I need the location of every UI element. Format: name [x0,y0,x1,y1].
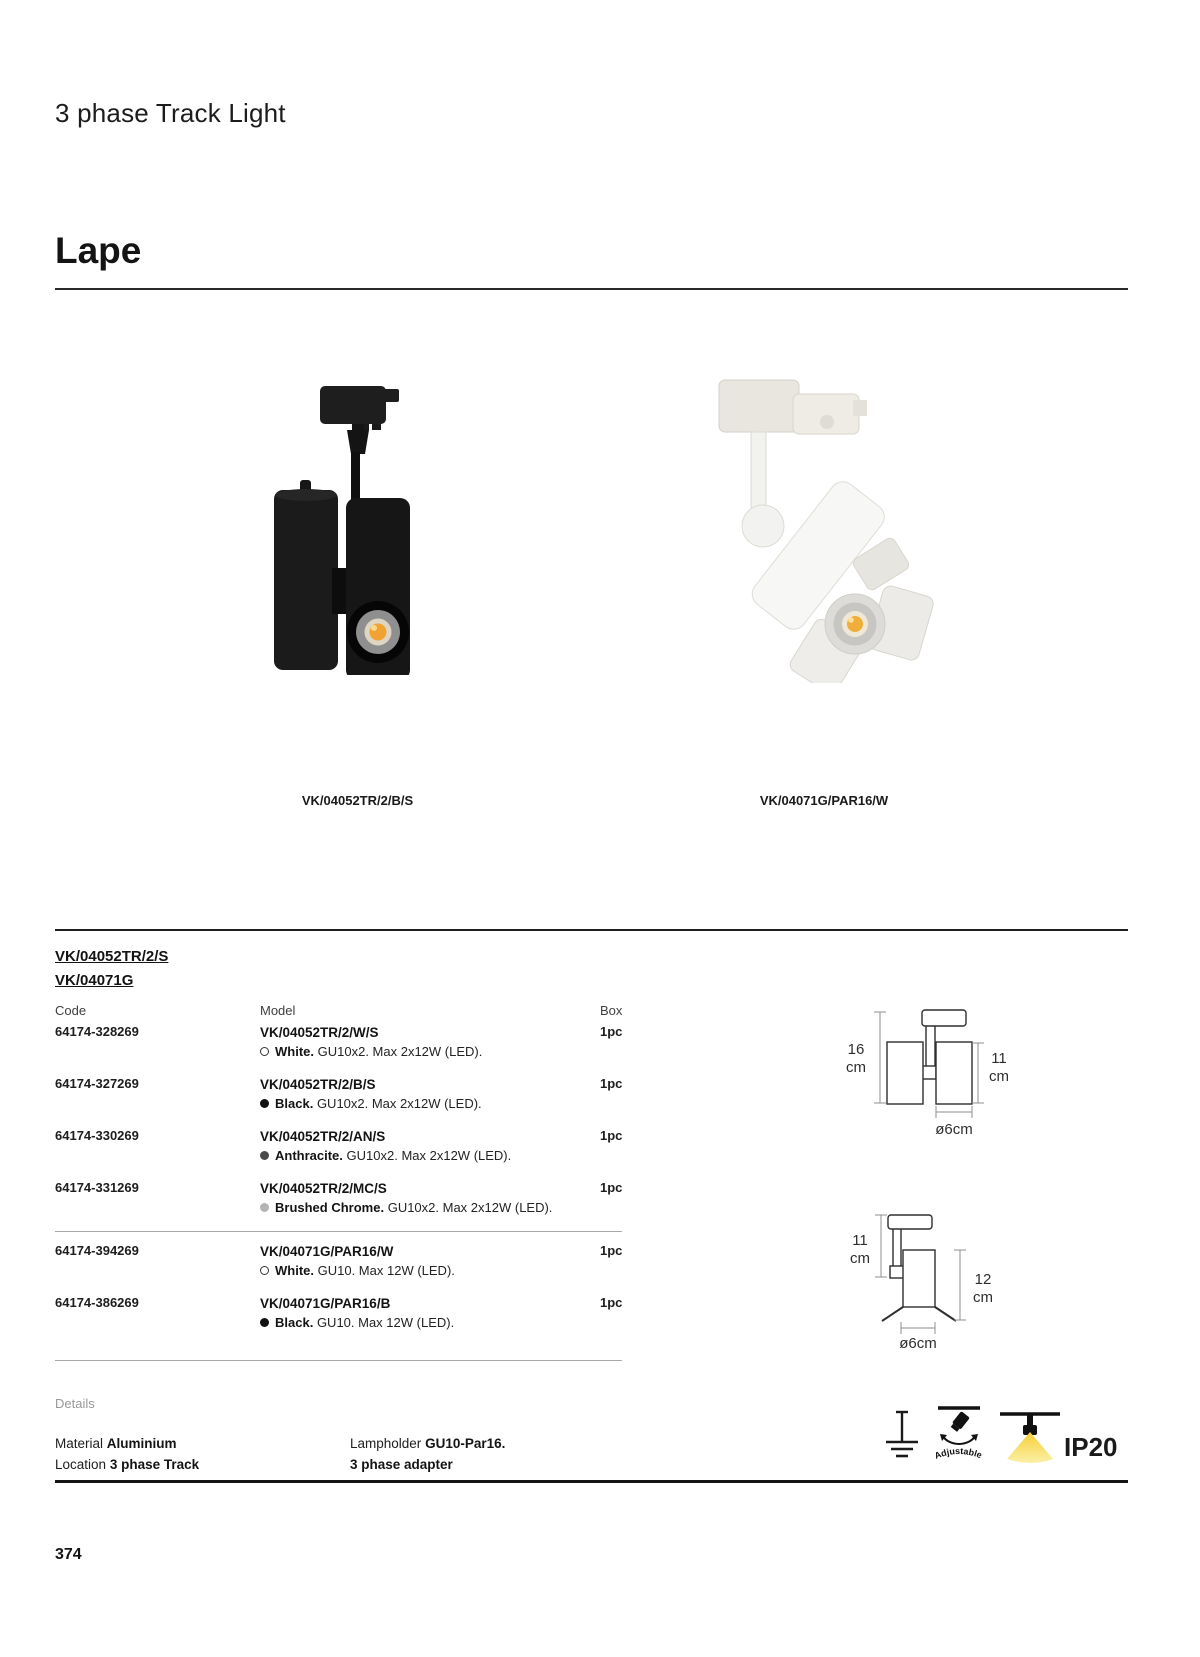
svg-text:Adjustable: Adjustable [933,1445,984,1461]
table-row [55,1294,622,1332]
details-column-left [55,1433,199,1475]
product-description: Brushed Chrome. GU10x2. Max 2x12W (LED). [260,1198,600,1217]
details-section [55,1396,775,1479]
product-photo-black [262,380,452,675]
product-model: VK/04071G/PAR16/B [260,1296,391,1311]
table-top-divider [55,929,1128,931]
color-dot-icon [260,1203,269,1212]
product-model: VK/04052TR/2/W/S [260,1025,379,1040]
product-model: VK/04052TR/2/MC/S [260,1181,387,1196]
product-code: 64174-394269 [55,1243,139,1258]
product-description: White. GU10x2. Max 2x12W (LED). [260,1042,600,1061]
table-row [55,1023,622,1061]
footer-divider [55,1480,1128,1483]
feature-icons [858,1402,1133,1478]
svg-text:12: 12 [974,1271,992,1288]
table-row [55,1127,622,1165]
dimension-diagram-twin-spot [790,950,1020,1140]
box-quantity: 1pc [600,1128,623,1143]
product-description: White. GU10. Max 12W (LED). [260,1261,600,1280]
category-title: 3 phase Track Light [55,98,286,128]
box-quantity: 1pc [600,1076,623,1091]
column-header-code: Code [55,1003,87,1018]
title-divider [55,288,1128,290]
color-dot-icon [260,1099,269,1108]
svg-text:cm: cm [850,1250,870,1267]
svg-text:ø6cm: ø6cm [899,1335,937,1350]
svg-text:11: 11 [852,1232,868,1249]
product-model: VK/04052TR/2/B/S [260,1077,376,1092]
svg-text:16: 16 [847,1041,865,1058]
product-code: 64174-386269 [55,1295,139,1310]
table-row [55,1242,622,1280]
color-dot-icon [260,1151,269,1160]
detail-location: Location 3 phase Track [55,1457,200,1472]
product-code: 64174-331269 [55,1180,139,1195]
detail-lampholder: Lampholder GU10-Par16. [350,1436,506,1451]
box-quantity: 1pc [600,1243,623,1258]
column-header-model: Model [260,1003,296,1018]
product-description: Anthracite. GU10x2. Max 2x12W (LED). [260,1146,600,1165]
product-code: 64174-328269 [55,1024,139,1039]
product-code: 64174-327269 [55,1076,139,1091]
product-code-caption: VK/04071G/PAR16/W [759,793,889,808]
color-dot-icon [260,1047,269,1056]
table-header-row [55,1003,622,1018]
svg-text:11: 11 [991,1050,1007,1067]
product-model: VK/04052TR/2/AN/S [260,1129,386,1144]
color-dot-icon [260,1266,269,1275]
ground-class-icon [884,1410,920,1466]
details-column-right [350,1433,505,1475]
product-description: Black. GU10x2. Max 2x12W (LED). [260,1094,600,1113]
table-row [55,1179,622,1217]
product-code-caption: VK/04052TR/2/B/S [301,793,414,808]
product-table [55,940,622,1361]
detail-material: Material Aluminium [55,1436,177,1451]
svg-text:cm: cm [989,1068,1009,1085]
box-quantity: 1pc [600,1024,623,1039]
column-header-box: Box [600,1003,623,1018]
adjustable-icon [930,1404,988,1468]
product-photo-white [705,368,940,683]
page-number: 374 [55,1546,82,1563]
table-group-title: VK/04071G [55,972,134,989]
product-model: VK/04071G/PAR16/W [260,1244,394,1259]
box-quantity: 1pc [600,1180,623,1195]
color-dot-icon [260,1318,269,1327]
product-description: Black. GU10. Max 12W (LED). [260,1313,600,1332]
table-group-title: VK/04052TR/2/S [55,948,169,965]
svg-text:cm: cm [846,1059,866,1076]
table-row [55,1075,622,1113]
page-title: Lape [55,230,142,271]
box-quantity: 1pc [600,1295,623,1310]
detail-adapter: 3 phase adapter [350,1457,453,1472]
svg-text:cm: cm [973,1289,993,1306]
details-label: Details [55,1396,95,1411]
svg-text:ø6cm: ø6cm [935,1121,973,1138]
table-bottom-divider [55,1360,622,1361]
spotlight-beam-icon [998,1408,1062,1466]
product-code: 64174-330269 [55,1128,139,1143]
ip-rating: IP20 [1064,1432,1118,1462]
dimension-diagram-barndoor-spot [790,1160,1020,1350]
table-group-divider [55,1231,622,1232]
